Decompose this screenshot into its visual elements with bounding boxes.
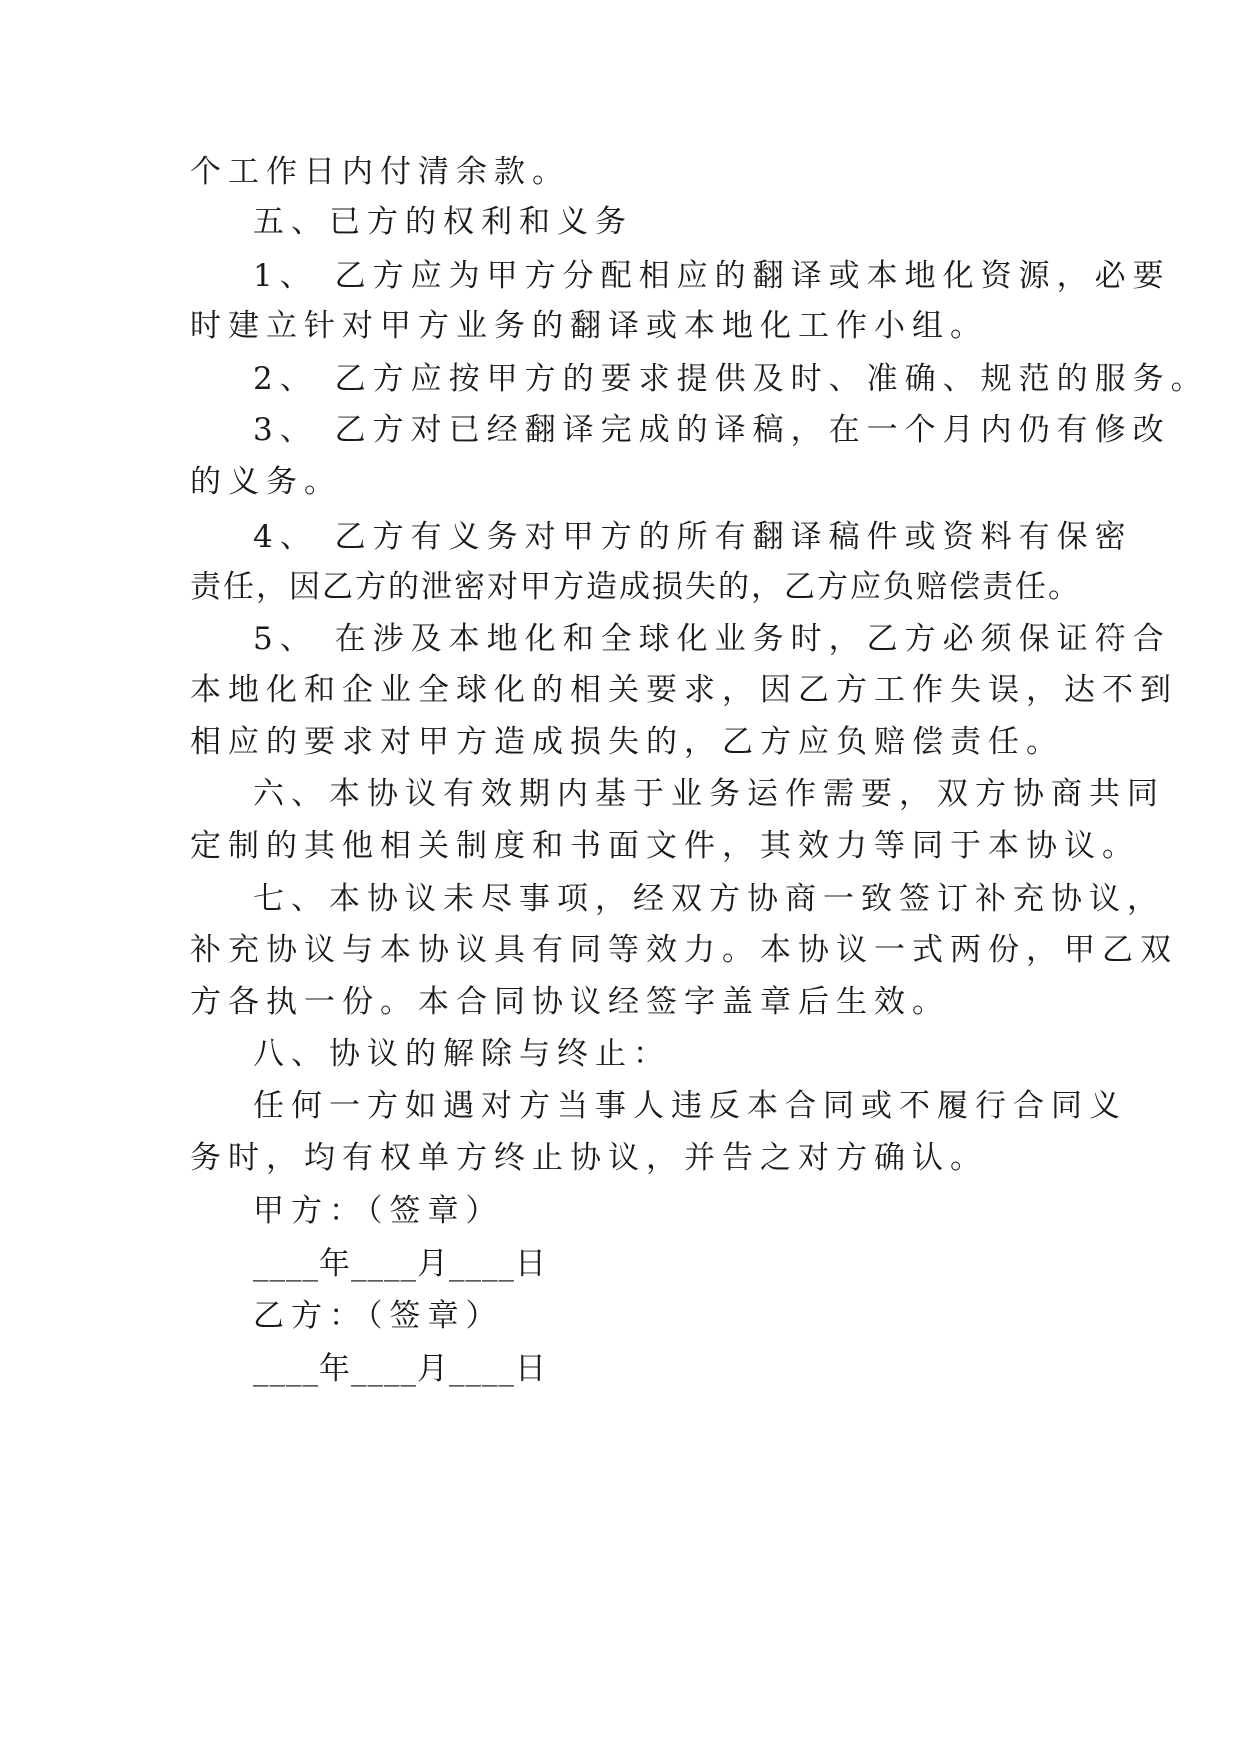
text-line: 责任，因乙方的泄密对甲方造成损失的，乙方应负赔偿责任。: [190, 569, 1081, 605]
text-line: 任何一方如遇对方当事人违反本合同或不履行合同义: [253, 1088, 1127, 1124]
text-line: 方各执一份。本合同协议经签字盖章后生效。: [190, 984, 950, 1020]
text-line: 1、 乙方应为甲方分配相应的翻译或本地化资源，必要: [253, 258, 1171, 294]
party-a-date-line: ____年____月____日: [253, 1246, 547, 1282]
party-b-date-line: ____年____月____日: [253, 1351, 547, 1387]
section-heading: 五、已方的权利和义务: [253, 204, 633, 240]
text-line: 3、 乙方对已经翻译完成的译稿，在一个月内仍有修改: [253, 412, 1171, 448]
party-b-signature-label: 乙方：（签章）: [253, 1298, 504, 1334]
text-line: 2、 乙方应按甲方的要求提供及时、准确、规范的服务。: [253, 361, 1209, 397]
text-line: 5、 在涉及本地化和全球化业务时，乙方必须保证符合: [253, 621, 1171, 657]
section-heading: 六、本协议有效期内基于业务运作需要，双方协商共同: [253, 776, 1165, 812]
text-line: 补充协议与本协议具有同等效力。本协议一式两份，甲乙双: [190, 932, 1178, 968]
section-heading: 七、本协议未尽事项，经双方协商一致签订补充协议，: [253, 881, 1165, 917]
text-line: 本地化和企业全球化的相关要求，因乙方工作失误，达不到: [190, 672, 1178, 708]
text-line: 的义务。: [190, 464, 342, 500]
text-line: 时建立针对甲方业务的翻译或本地化工作小组。: [190, 308, 988, 344]
text-line: 个工作日内付清余款。: [190, 154, 570, 190]
party-a-signature-label: 甲方：（签章）: [253, 1193, 504, 1229]
text-line: 4、 乙方有义务对甲方的所有翻译稿件或资料有保密: [253, 519, 1133, 555]
text-line: 定制的其他相关制度和书面文件，其效力等同于本协议。: [190, 828, 1140, 864]
text-line: 相应的要求对甲方造成损失的，乙方应负赔偿责任。: [190, 724, 1064, 760]
text-line: 务时，均有权单方终止协议，并告之对方确认。: [190, 1140, 988, 1176]
section-heading: 八、协议的解除与终止：: [253, 1036, 671, 1072]
